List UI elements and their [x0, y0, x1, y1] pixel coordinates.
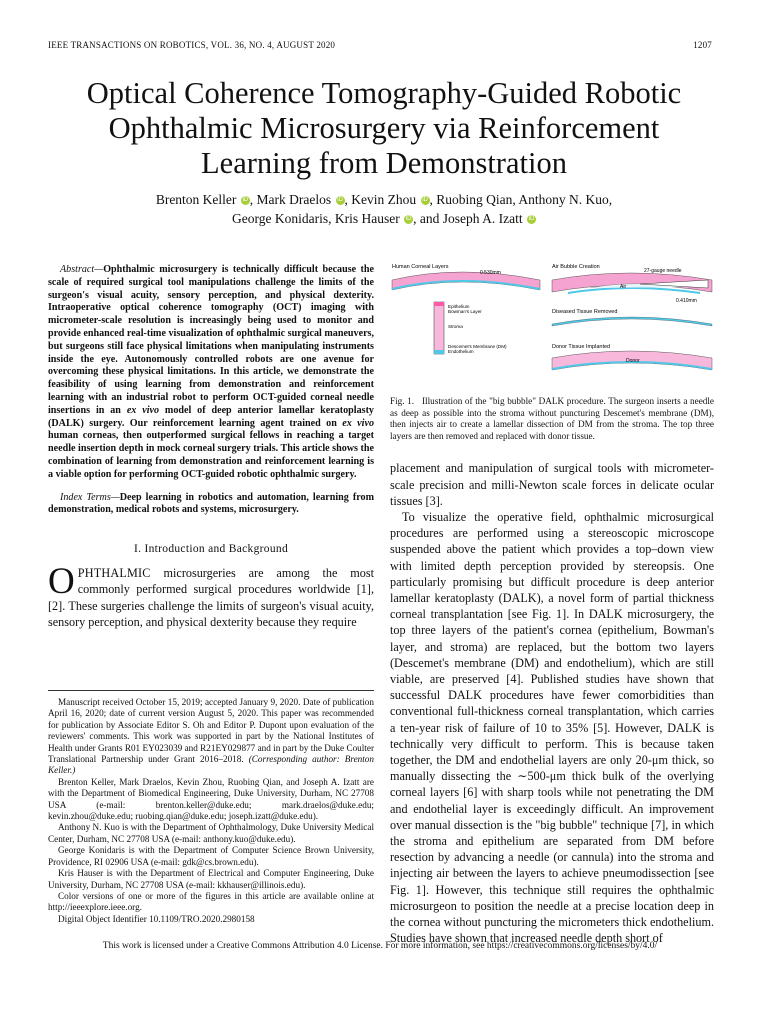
- title-line-2: Ophthalmic Microsurgery via Reinforcement: [108, 111, 660, 145]
- title-line-3: Learning from Demonstration: [201, 146, 567, 180]
- label-bowman: Bowman's Layer: [448, 309, 482, 314]
- abstract-text-a: Ophthalmic microsurgery is technically difficult because the scale of required surgical tool manipulations challenge the limits of the surgeon's visual acuity, sensory perception, and physical dexterity. Intraoperative optical coherence tomography (OCT) imaging with micrometer-scale resolution is increasingly being used to monitor and provide enhanced real-time visualization of ophthalmic surgical maneuvers, but surgeons still face physical limitations when manipulating instruments inside the eye. Autonomously controlled robots are one avenue for overcoming these physical limitations. In this article, we demonstrate the feasibility of using learning from demonstration and reinforcement learning with an industrial robot to perform OCT-guided corneal needle insertions in an: [48, 264, 374, 416]
- footnote: Color versions of one or more of the figures in this article are available online at http://ieeexplore.ieee.org.: [48, 890, 374, 913]
- footnote-rule: [48, 690, 374, 691]
- abstract-ex-vivo-1: ex vivo: [126, 404, 160, 416]
- license-footer: This work is licensed under a Creative Commons Attribution 4.0 License. For more information, see https://creativecommons.org/licenses/by/4.0/: [102, 941, 658, 951]
- author-name: Kevin Zhou: [351, 192, 417, 207]
- layer-column: [434, 302, 444, 354]
- label-dm: Descemet's Membrane (DM): [448, 344, 507, 349]
- orcid-icon[interactable]: iD: [337, 197, 343, 203]
- section-heading: I. Introduction and Background: [134, 543, 288, 556]
- right-paragraph-2: To visualize the operative field, ophthalmic microsurgical procedures are performed using a stereoscopic microscope suspended above the patient which provides a top–down view with limited depth perception provided by stereopsis. One particularly promising but difficult procedure is deep anterior lamellar keratoplasty (DALK), a novel form of partial thickness corneal transplantation [see Fig. 1]. In DALK microsurgery, the top three layers of the patient's cornea (epithelium, Bowman's layer, and stroma) are replaced, but the bottom two layers (Descemet's membrane (DM) and endothelium), which are still viable, are preserved [4]. Published studies have shown that successful DALK procedures have fewer comorbidities than conventional full-thickness corneal transplantation, which carries a ten-year risk of failure of 10 to 35% [5]. However, DALK is technically very difficult to perform. This is because taken together, the DM and endothelial layers are only 20-μm thick, so manually dissecting the ∼500-μm thick bulk of the overlying corneal layers [6] with sharp tools while not penetrating the DM and endothelial layer is exceedingly difficult. An improvement over manual dissection is the "big bubble" technique [7], in which the stroma and epithelium are separated from DM before resection by advancing a needle (or cannula) into the stroma and injecting air between the layers to achieve pneumodissection [see Fig. 1]. However, this technique still requires the ophthalmic microsurgeon to position the needle at a precise location deep in the cornea without puncturing the micrometers thick endothelium. Studies have shown that increased needle depth short of: [390, 509, 714, 946]
- intro-paragraph: [48, 561, 374, 630]
- author-name: Anthony N. Kuo: [518, 192, 609, 207]
- footnote-italic: (Corresponding author: Brenton Keller.): [48, 754, 374, 776]
- title-line-1: Optical Coherence Tomography-Guided Robotic: [86, 76, 682, 110]
- index-terms-text: Deep learning in robotics and automation, learning from demonstration, medical robots and systems, microsurgery.: [48, 491, 374, 516]
- abstract-text-c: human corneas, then outperformed surgical fellows in reaching a target needle insertion depth in mock corneal surgery trials. This article shows the combination of learning from demonstration and reinforcement learning is a viable option for performing OCT-guided robotic ophthalmic surgery.: [48, 430, 374, 480]
- footnote: Manuscript received October 15, 2019; accepted January 9, 2020. Date of publication April 16, 2020; date of current version August 5, 2020. This paper was recommended for publication by Associate Editor S. Oh and Editor P. Dupont upon evaluation of the reviewers' comments. This work was supported in part by the National Institutes of Health under Grants R01 EY023039 and R21EY029877 and in part by the Duke Coulter Translational Partnership under Grant 2016–2018. (Corresponding author: Brenton Keller.): [48, 697, 374, 776]
- author-name: Ruobing Qian: [436, 192, 513, 207]
- first-word: PHTHALMIC: [77, 566, 151, 581]
- orcid-icon[interactable]: iD: [242, 197, 249, 203]
- intro-text: microsurgeries are among the most commonly performed surgical procedures worldwide [1], [2]. These surgeries challenge the limits of surgeon's visual acuity, sensory perception, and physical dexterity because they require: [48, 566, 374, 629]
- label-epithelium: Epithelium: [448, 304, 470, 309]
- footnote: Digital Object Identifier 10.1109/TRO.2020.2980158: [58, 913, 255, 924]
- author-line-2: George Konidaris, Kris Hauser iD , and Joseph A. Izatt iD: [232, 211, 535, 226]
- label-donor: Donor: [626, 358, 640, 364]
- layer-endothelium: [434, 350, 444, 354]
- right-column: [390, 258, 714, 946]
- page-number: 1207: [693, 40, 712, 50]
- label-stroma: Stroma: [448, 324, 463, 329]
- footnote: Kris Hauser is with the Department of Electrical and Computer Engineering, Duke University, Durham, NC 27708 USA (e-mail: kkhauser@illinois.edu).: [48, 868, 374, 890]
- journal-name: IEEE TRANSACTIONS ON ROBOTICS, VOL. 36, NO. 4, AUGUST 2020: [48, 40, 336, 50]
- label-endothelium: Endothelium: [448, 349, 474, 354]
- right-paragraph-1: placement and manipulation of surgical tools with micrometer-scale precision and milli-Newton scale forces in delicate ocular tissues [3].: [390, 461, 714, 508]
- author-line-1: Brenton Keller iD , Mark Draelos iD , Kevin Zhou iD , Ruobing Qian, Anthony N. Kuo,: [155, 192, 613, 207]
- index-terms-label: Index Terms—: [60, 491, 120, 503]
- author-list: [60, 190, 708, 228]
- orcid-icon[interactable]: iD: [528, 216, 535, 222]
- panel-b-thickness: 0.410mm: [676, 298, 697, 304]
- panel-b-title: Air Bubble Creation: [552, 264, 600, 270]
- panel-b: [552, 264, 712, 370]
- footnotes: [48, 690, 374, 925]
- abstract: [48, 264, 374, 482]
- figure-caption: [390, 396, 714, 442]
- footnote: George Konidaris is with the Department of Computer Science Brown University, Providence, RI 02906 USA (e-mail: gdk@cs.brown.edu).: [48, 845, 374, 867]
- abstract-ex-vivo-2: ex vivo: [342, 417, 374, 429]
- running-header: [48, 40, 712, 50]
- author-name: Mark Draelos: [256, 192, 332, 207]
- abstract-label: Abstract—: [60, 264, 104, 275]
- panel-c-membrane: [552, 317, 712, 326]
- panel-a-thickness: 0.530mm: [480, 270, 501, 276]
- author-name: Joseph A. Izatt: [442, 211, 523, 226]
- panel-a: [392, 264, 540, 354]
- orcid-icon[interactable]: iD: [422, 197, 428, 203]
- label-air: Air: [620, 284, 627, 290]
- author-name: Brenton Keller: [155, 192, 237, 207]
- panel-d-title: Donor Tissue Implanted: [552, 344, 611, 350]
- layer-epithelium: [434, 302, 444, 306]
- index-terms: [48, 492, 374, 518]
- footnote: Anthony N. Kuo is with the Department of Ophthalmology, Duke University Medical Center, Durham, NC 27708 USA (e-mail: anthony.kuo@duke.edu).: [48, 822, 374, 844]
- orcid-icon[interactable]: iD: [405, 216, 412, 222]
- author-name: George Konidaris: [232, 211, 329, 226]
- caption-text: Illustration of the "big bubble" DALK procedure. The surgeon inserts a needle as deep as possible into the stroma without puncturing Descemet's membrane (DM), then injects air to create a lamellar dissection of DM from the stroma. The top three layers are then removed and replaced with donor tissue.: [390, 396, 714, 441]
- footnote: Brenton Keller, Mark Draelos, Kevin Zhou, Ruobing Qian, and Joseph A. Izatt are with the Department of Biomedical Engineering, Duke University, Durham, NC 27708 USA (e-mail: brenton.keller@duke.edu; mark.draelos@duke.edu; kevin.zhou@duke.edu; ruobing.qian@duke.edu; joseph.izatt@duke.edu).: [48, 776, 374, 822]
- right-body: [390, 460, 714, 946]
- panel-a-title: Human Corneal Layers: [392, 264, 449, 270]
- panel-c-title: Diseased Tissue Removed: [552, 309, 618, 315]
- panel-b-endothelium: [568, 287, 700, 294]
- paper-title: [60, 76, 708, 181]
- figure-1: [390, 258, 714, 390]
- drop-cap: O: [48, 561, 75, 603]
- footnote-list: [48, 697, 374, 925]
- abstract-text-b: model of deep anterior lamellar keratoplasty (DALK) surgery. Our reinforcement learning agent trained on: [48, 404, 374, 429]
- label-needle: 27-gauge needle: [644, 268, 682, 274]
- left-column: [48, 264, 374, 630]
- caption-label: Fig. 1.: [390, 396, 415, 406]
- figure-1-illustration: [390, 258, 714, 390]
- author-name: Kris Hauser: [334, 211, 400, 226]
